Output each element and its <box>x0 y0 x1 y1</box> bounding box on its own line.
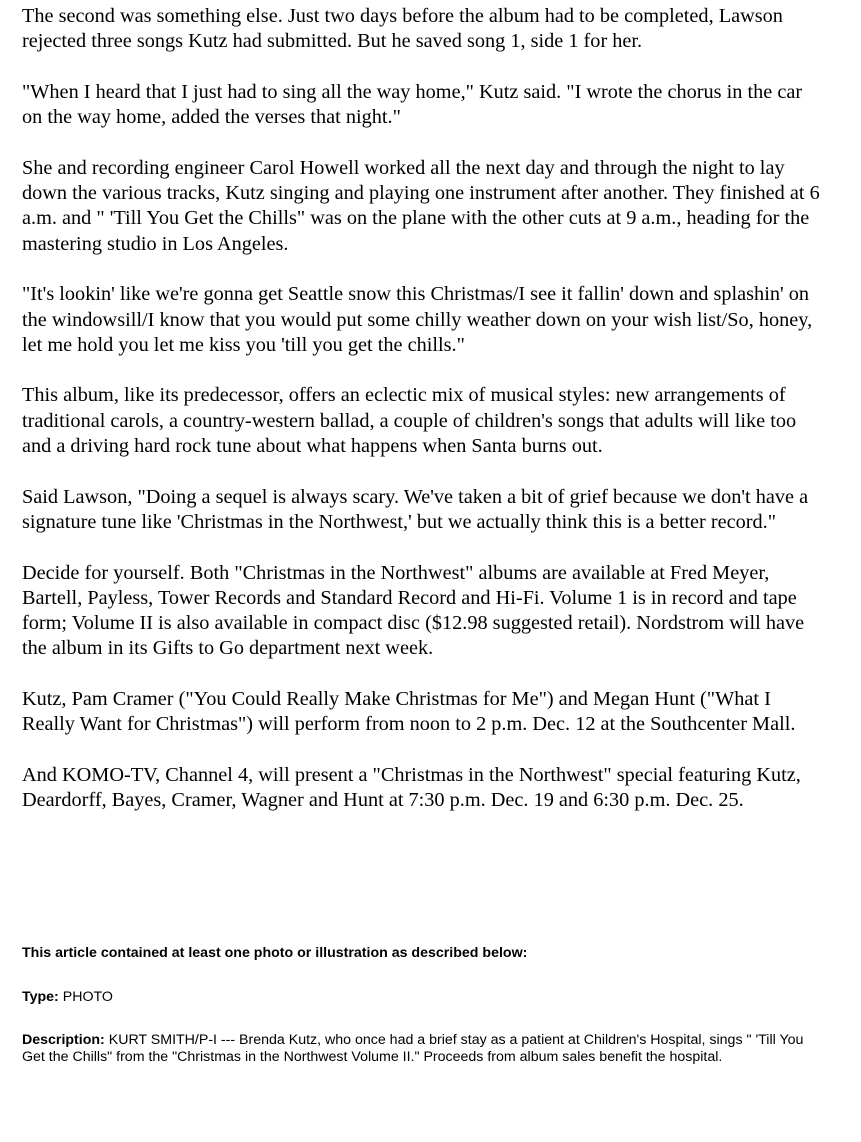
photo-note-heading <box>22 945 822 962</box>
photo-description-text: KURT SMITH/P-I --- Brenda Kutz, who once had a brief stay as a patient at Children's Hospital, sings " 'Till You Get the Chills" from the "Christmas in the Northwest Volume II." Proceeds from album sales benefit the hospital. <box>22 1032 804 1065</box>
article-paragraph: This album, like its predecessor, offers an eclectic mix of musical styles: new arrangements of traditional carols, a country-western ballad, a couple of children's songs that adults will like too and a driving hard rock tune about what happens when Santa burns out. <box>22 384 797 458</box>
article-paragraph: Said Lawson, "Doing a sequel is always scary. We've taken a bit of grief because we don't have a signature tune like 'Christmas in the Northwest,' but we actually think this is a better record." <box>22 485 809 533</box>
photo-description <box>22 1032 822 1065</box>
photo-note-heading-text: This article contained at least one photo or illustration as described below: <box>22 945 528 961</box>
article-paragraph: She and recording engineer Carol Howell worked all the next day and through the night to lay down the various tracks, Kutz singing and playing one instrument after another. They finished at 6 a.m. and " 'Till You Get the Chills" was on the plane with the other cuts at 9 a.m., heading for the mastering studio in Los Angeles. <box>22 156 820 255</box>
article-paragraph: And KOMO-TV, Channel 4, will present a "Christmas in the Northwest" special featuring Kutz, Deardorff, Bayes, Cramer, Wagner and Hunt at 7:30 p.m. Dec. 19 and 6:30 p.m. Dec. 25. <box>22 763 801 812</box>
article-paragraph: The second was something else. Just two days before the album had to be completed, Lawson rejected three songs Kutz had submitted. But he saved song 1, side 1 for her. <box>22 5 783 53</box>
photo-description-label: Description: <box>22 1032 105 1048</box>
article-paragraph: "When I heard that I just had to sing all the way home," Kutz said. "I wrote the chorus in the car on the way home, added the verses that night." <box>22 80 803 129</box>
article-body <box>22 4 822 839</box>
article-paragraph: Kutz, Pam Cramer ("You Could Really Make Christmas for Me") and Megan Hunt ("What I Really Want for Christmas") will perform from noon to 2 p.m. Dec. 12 at the Southcenter Mall. <box>22 688 796 736</box>
article-paragraph: Decide for yourself. Both "Christmas in the Northwest" albums are available at Fred Meyer, Bartell, Payless, Tower Records and Standard Record and Hi-Fi. Volume 1 is in record and tape form; Volume II is also available in compact disc ($12.98 suggested retail). Nordstrom will have the album in its Gifts to Go department next week. <box>22 561 805 660</box>
photo-type-label: Type: <box>22 989 59 1005</box>
article-paragraph: "It's lookin' like we're gonna get Seattle snow this Christmas/I see it fallin' down and splashin' on the windowsill/I know that you would put some chilly weather down on your wish list/So, honey, let me hold you let me kiss you 'till you get the chills." <box>22 283 813 356</box>
photo-type-line <box>22 989 822 1006</box>
photo-type-value: PHOTO <box>62 989 113 1005</box>
